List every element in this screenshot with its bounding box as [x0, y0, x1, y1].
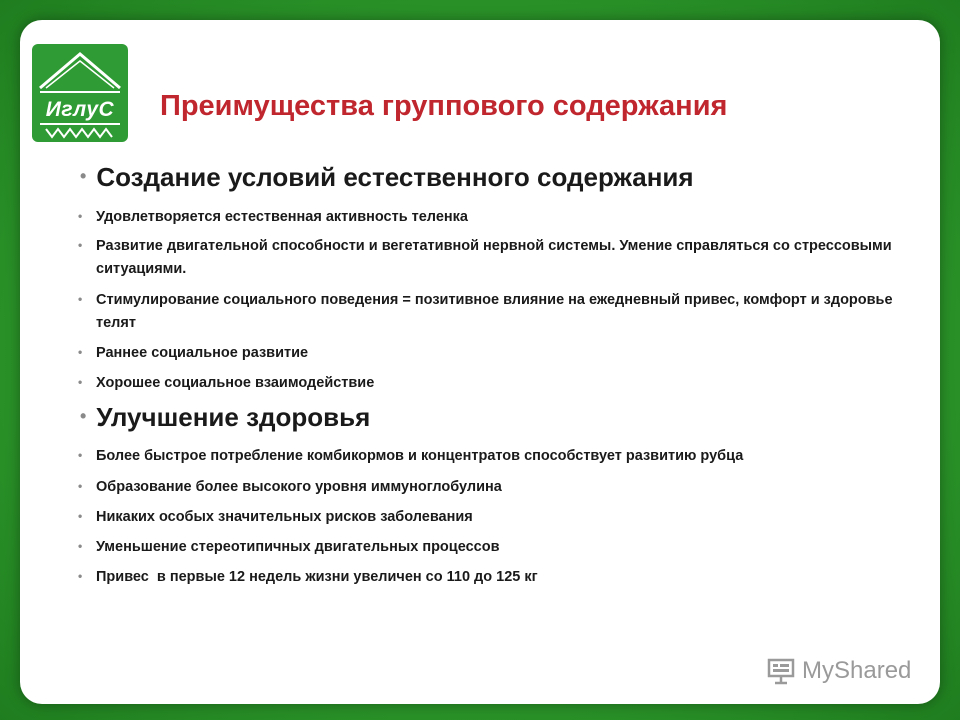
bullet-icon: • [80, 166, 87, 186]
list-item: • Хорошее социальное взаимодействие [78, 372, 898, 395]
list-item: • Привес в первые 12 недель жизни увеличен со 110 до 125 кг [78, 566, 898, 589]
list-item: • Более быстрое потребление комбикормов и концентратов способствует развитию рубца [78, 445, 898, 468]
bullet-icon: • [80, 406, 87, 426]
watermark-text: MyShared [802, 657, 912, 684]
list-item: • Никаких особых значительных рисков заболевания [78, 506, 898, 529]
list-item: • Стимулирование социального поведения = позитивное влияние на ежедневный привес, комфорт и здоровье телят [78, 289, 898, 335]
page-title: Преимущества группового содержания [160, 90, 728, 122]
list-item: • Уменьшение стереотипичных двигательных процессов [78, 536, 898, 559]
bullet-icon: • [78, 209, 83, 223]
section-heading-health: • Улучшение здоровья [80, 402, 371, 432]
list-item: • Образование более высокого уровня иммуноглобулина [78, 476, 898, 499]
list-item: • Удовлетворяется естественная активность теленка [78, 206, 898, 229]
watermark [766, 656, 911, 686]
bullet-icon: • [78, 448, 83, 462]
bullet-icon: • [78, 479, 83, 493]
bullet-icon: • [78, 569, 83, 583]
slide-content [20, 20, 940, 704]
bullet-icon: • [78, 238, 83, 252]
section-heading-natural-conditions: • Создание условий естественного содержания [80, 162, 694, 192]
bullet-icon: • [78, 539, 83, 553]
bullet-icon: • [78, 292, 83, 306]
logo-text: ИглуС [45, 98, 115, 121]
list-item: • Раннее социальное развитие [78, 342, 898, 365]
bullet-icon: • [78, 509, 83, 523]
company-logo [32, 44, 128, 142]
list-item: • Развитие двигательной способности и вегетативной нервной системы. Умение справляться со стрессовыми ситуациями. [78, 235, 898, 281]
bullet-icon: • [78, 375, 83, 389]
house-roof-icon [32, 44, 128, 142]
presentation-board-icon [766, 656, 796, 686]
bullet-icon: • [78, 345, 83, 359]
